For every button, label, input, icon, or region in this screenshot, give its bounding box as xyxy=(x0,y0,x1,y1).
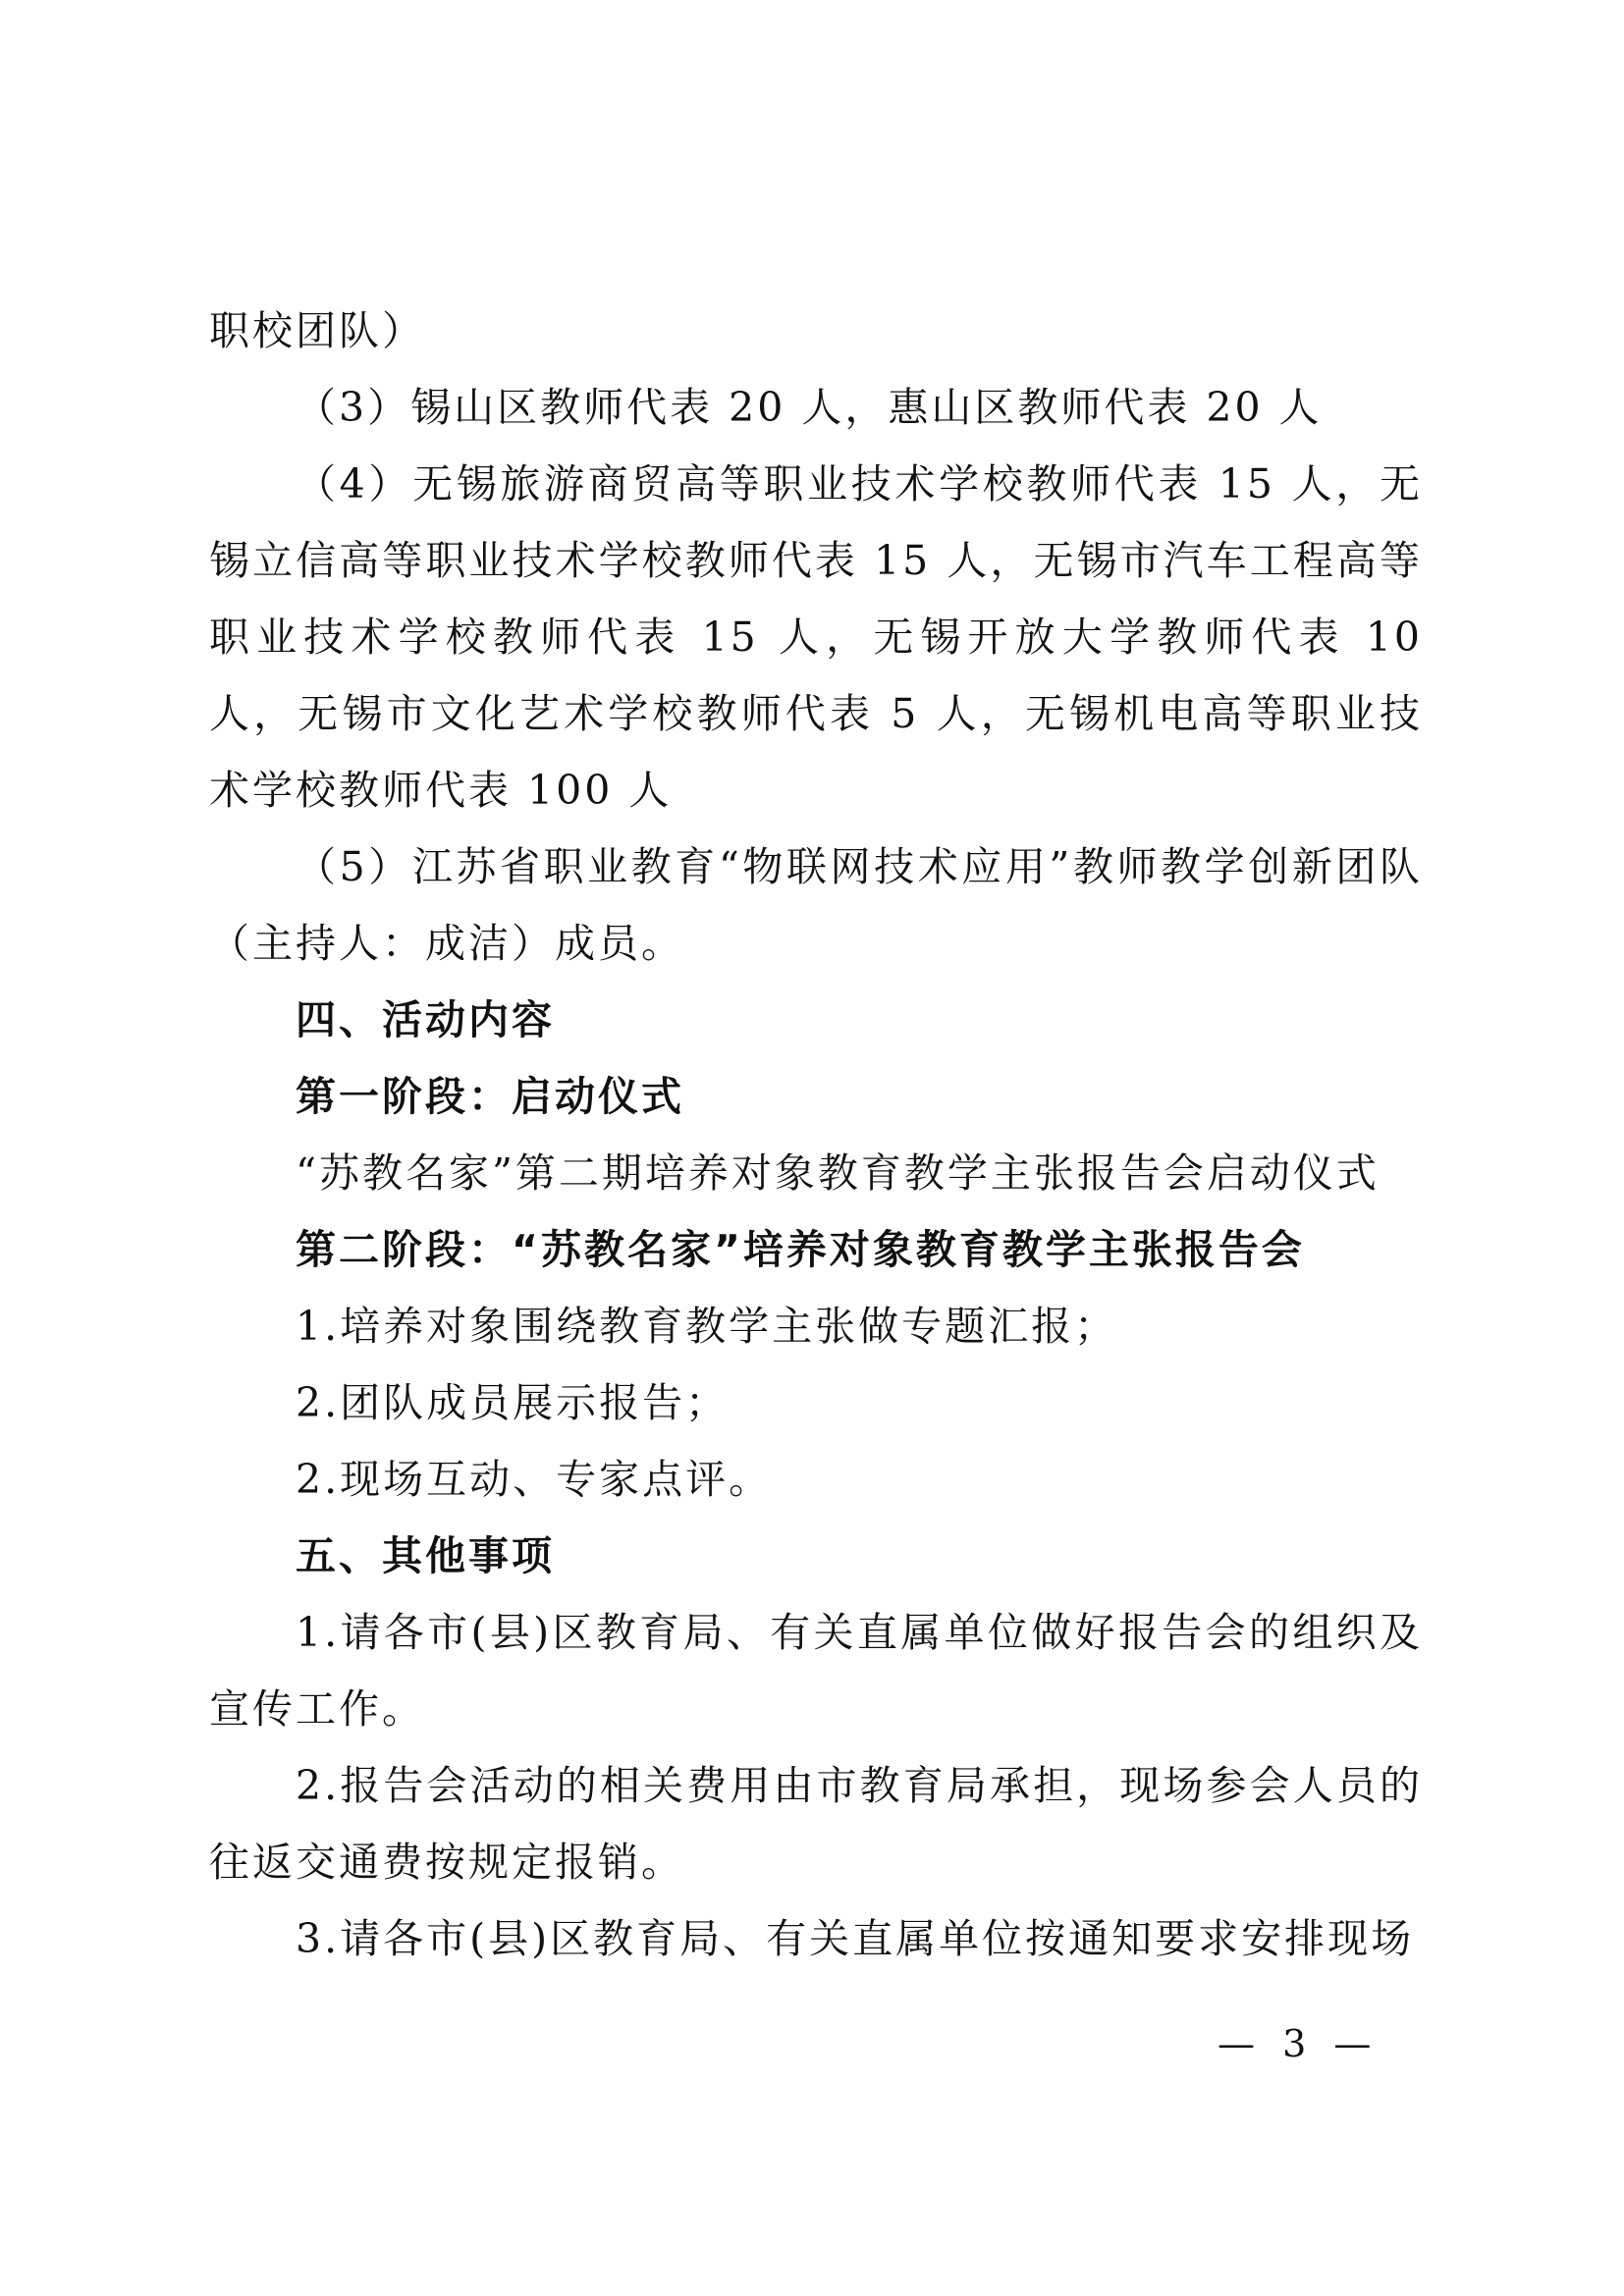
paragraph-item-5: （5）江苏省职业教育“物联网技术应用”教师教学创新团队（主持人：成洁）成员。 xyxy=(209,843,1423,967)
stage-two-item-2: 2.团队成员展示报告； xyxy=(296,1379,730,1426)
stage-two-item-3: 2.现场互动、专家点评。 xyxy=(296,1456,773,1503)
section-heading-other-matters: 五、其他事项 xyxy=(296,1532,555,1579)
stage-one-description: “苏教名家”第二期培养对象教育教学主张报告会启动仪式 xyxy=(296,1149,1380,1197)
stage-two-item-1: 1.培养对象围绕教育教学主张做专题汇报； xyxy=(296,1303,1118,1350)
paragraph-continuation: 职校团队） xyxy=(209,307,425,354)
other-matters-item-1: 1.请各市(县)区教育局、有关直属单位做好报告会的组织及宣传工作。 xyxy=(209,1609,1423,1733)
page-number: — 3 — xyxy=(1218,2022,1380,2065)
other-matters-item-2: 2.报告会活动的相关费用由市教育局承担，现场参会人员的往返交通费按规定报销。 xyxy=(209,1762,1423,1886)
other-matters-item-3: 3.请各市(县)区教育局、有关直属单位按通知要求安排现场 xyxy=(296,1915,1415,1962)
paragraph-item-3: （3）锡山区教师代表 20 人，惠山区教师代表 20 人 xyxy=(296,384,1323,431)
paragraph-item-4: （4）无锡旅游商贸高等职业技术学校教师代表 15 人，无锡立信高等职业技术学校教师代表 15 人，无锡市汽车工程高等职业技术学校教师代表 15 人，无锡开放大学教师代表 10 人，无锡市文化艺术学校教师代表 5 人，无锡机电高等职业技术学校教师代表 100 人 xyxy=(209,460,1423,814)
stage-two-heading: 第二阶段：“苏教名家”培养对象教育教学主张报告会 xyxy=(296,1226,1305,1273)
section-heading-activity-content: 四、活动内容 xyxy=(296,996,555,1043)
stage-one-heading: 第一阶段：启动仪式 xyxy=(296,1073,684,1120)
document-body xyxy=(209,293,1423,1977)
